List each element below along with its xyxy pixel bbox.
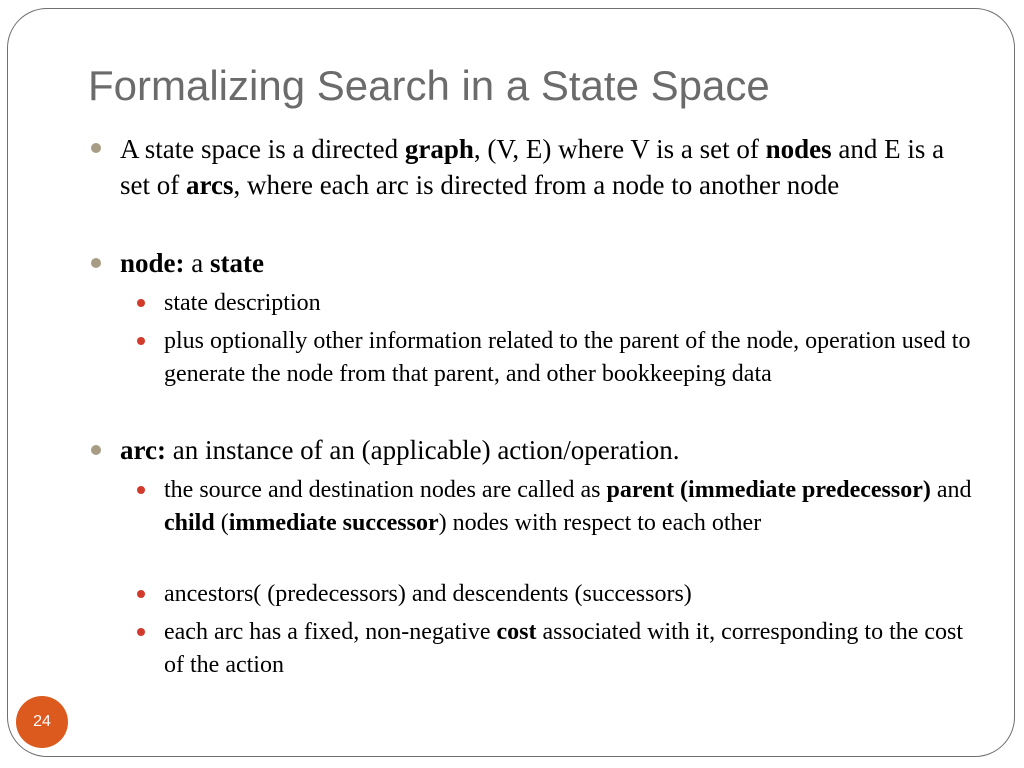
sub-bullet-cost: each arc has a fixed, non-negative cost associated with it, corresponding to the cost of the action bbox=[164, 619, 964, 678]
bullet-marker bbox=[91, 143, 101, 153]
sub-bullet-state-description: state description bbox=[164, 290, 321, 316]
term-arc: arc: bbox=[120, 435, 166, 465]
page-number-badge: 24 bbox=[16, 696, 68, 748]
term-child: child bbox=[164, 510, 215, 536]
sub-bullet-parent-child: the source and destination nodes are called as parent (immediate predecessor) and child (immediate successor) nodes with respect to each other bbox=[164, 477, 972, 536]
bullet-arc: arc: an instance of an (applicable) action/operation. bbox=[120, 435, 680, 465]
term-cost: cost bbox=[496, 619, 537, 645]
sub-bullet-marker bbox=[137, 590, 145, 598]
bullet-marker bbox=[91, 258, 101, 268]
term-state: state bbox=[210, 248, 264, 278]
sub-bullet-marker bbox=[137, 628, 145, 636]
term-parent: parent (immediate predecessor) bbox=[606, 477, 931, 503]
term-immediate-successor: immediate successor bbox=[228, 510, 439, 536]
slide-title: Formalizing Search in a State Space bbox=[88, 62, 770, 109]
bullet-state-space: A state space is a directed graph, (V, E) where V is a set of nodes and E is a set of arcs, where each arc is directed from a node to another node bbox=[120, 134, 945, 200]
term-graph: graph bbox=[404, 134, 474, 164]
term-node: node: bbox=[120, 248, 185, 278]
term-nodes: nodes bbox=[765, 134, 832, 164]
sub-bullet-ancestors: ancestors( (predecessors) and descendents (successors) bbox=[164, 581, 692, 607]
sub-bullet-marker bbox=[137, 486, 145, 494]
term-arcs: arcs bbox=[185, 170, 234, 200]
bullet-node: node: a state bbox=[120, 248, 264, 278]
bullet-marker bbox=[91, 445, 101, 455]
sub-bullet-marker bbox=[137, 299, 145, 307]
sub-bullet-marker bbox=[137, 337, 145, 345]
sub-bullet-node-info: plus optionally other information related to the parent of the node, operation used to generate the node from that parent, and other bookkeeping data bbox=[164, 328, 971, 387]
